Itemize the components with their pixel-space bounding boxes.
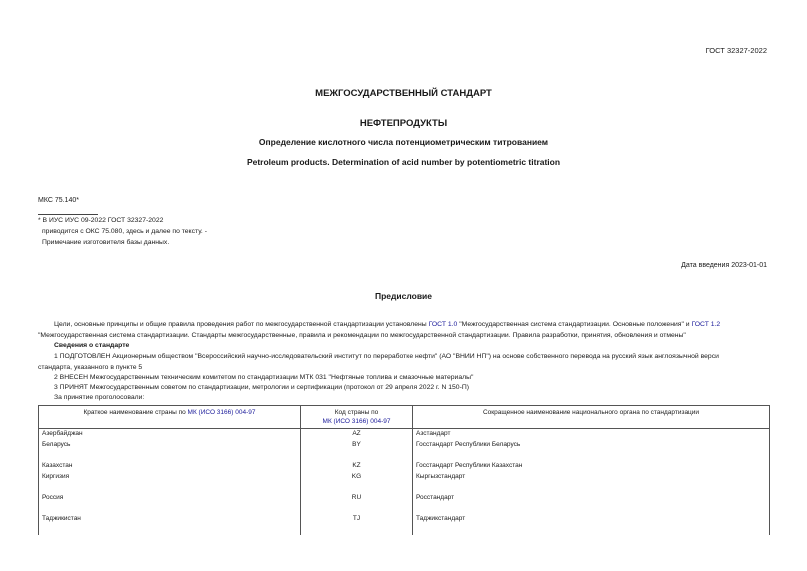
standards-body: Госстандарт Республики Казахстан [413,461,770,472]
table-spacer [39,483,770,493]
table-row [39,514,770,525]
item-2-submitted: 2 ВНЕСЕН Межгосударственным техническим комитетом по стандартизации МТК 031 "Нефтяные топлива и смазочные материалы" [54,374,474,381]
document-code: ГОСТ 32327-2022 [705,46,767,55]
header-country-code: Код страны по МК (ИСО 3166) 004-97 [301,406,413,429]
country-name: Казахстан [42,462,73,469]
country-name: Беларусь [42,441,71,448]
item-1-prepared: 1 ПОДГОТОВЛЕН Акционерным обществом "Всероссийский научно-исследовательский институт по переработке нефти" (АО "ВНИИ НП") на основе собственного перевода на русский язык англоязычной верси [54,353,719,360]
table-row [39,440,770,451]
country-code: AZ [301,429,413,441]
standard-info-heading: Сведения о стандарте [54,342,130,349]
gost-1-2-link[interactable]: ГОСТ 1.2 [691,321,721,328]
preface-text-1b: "Межгосударственная система стандартизации. Основные положения" и [457,321,692,328]
footnote-divider [38,214,98,215]
footnote-line-1: * В ИУС ИУС 09-2022 ГОСТ 32327-2022 [38,217,164,224]
introduction-date: Дата введения 2023-01-01 [681,262,767,269]
preface-paragraph-1 [54,320,720,331]
preface-text-1a: Цели, основные принципы и общие правила проведения работ по межгосударственной стандартизации установлены [54,321,429,328]
title-russian: Определение кислотного числа потенциометрическим титрованием [258,137,549,147]
standards-body: Таджикстандарт [413,514,770,525]
table-row [39,493,770,504]
country-name: Киргизия [42,473,70,480]
item-3-adopted: 3 ПРИНЯТ Межгосударственным советом по стандартизации, метрологии и сертификации (протокол от 29 апреля 2022 г. N 150-П) [54,384,469,391]
table-spacer [39,451,770,461]
table-row [39,461,770,472]
table-row [39,472,770,483]
item-1-prepared-cont: стандарта, указанного в пункте 5 [38,364,143,371]
voted-label: За принятие проголосовали: [54,394,145,401]
preface-paragraph-1-cont: "Межгосударственная система стандартизации. Стандарты межгосударственные, правила и рекомендации по межгосударственной стандартизации. Правила разработки, принятия, обновления и отмены" [38,332,686,339]
mk-iso-link-col2[interactable]: МК (ИСО 3166) 004-97 [322,418,391,425]
standards-body: Азстандарт [413,429,770,441]
header-country-name: Краткое наименование страны по МК (ИСО 3166) 004-97 [39,406,301,429]
country-code: RU [301,493,413,504]
country-name: Россия [42,494,64,501]
voting-countries-table [38,405,770,535]
footnote-line-3: Примечание изготовителя базы данных. [42,239,170,246]
footnote-line-2: приводится с ОКС 75.080, здесь и далее по тексту. - [42,228,207,235]
standards-body: Росстандарт [413,493,770,504]
standard-type-heading: МЕЖГОСУДАРСТВЕННЫЙ СТАНДАРТ [315,88,492,99]
country-code: KG [301,472,413,483]
country-code: BY [301,440,413,451]
mks-code: МКС 75.140* [38,197,79,204]
product-heading: НЕФТЕПРОДУКТЫ [359,118,448,129]
country-code: KZ [301,461,413,472]
title-english: Petroleum products. Determination of acid number by potentiometric titration [246,157,561,167]
standards-body: Кыргызстандарт [413,472,770,483]
header-standards-body: Сокращенное наименование национального органа по стандартизации [413,406,770,429]
country-name: Таджикистан [42,515,81,522]
standards-body: Госстандарт Республики Беларусь [413,440,770,451]
gost-1-0-link[interactable]: ГОСТ 1.0 [428,321,458,328]
country-code: TJ [301,514,413,525]
mk-iso-link-col1[interactable]: МК (ИСО 3166) 004-97 [187,409,256,416]
table-spacer [39,504,770,514]
table-row [39,429,770,441]
preface-heading: Предисловие [374,291,433,301]
country-name: Азербайджан [42,430,83,437]
table-spacer [39,525,770,535]
